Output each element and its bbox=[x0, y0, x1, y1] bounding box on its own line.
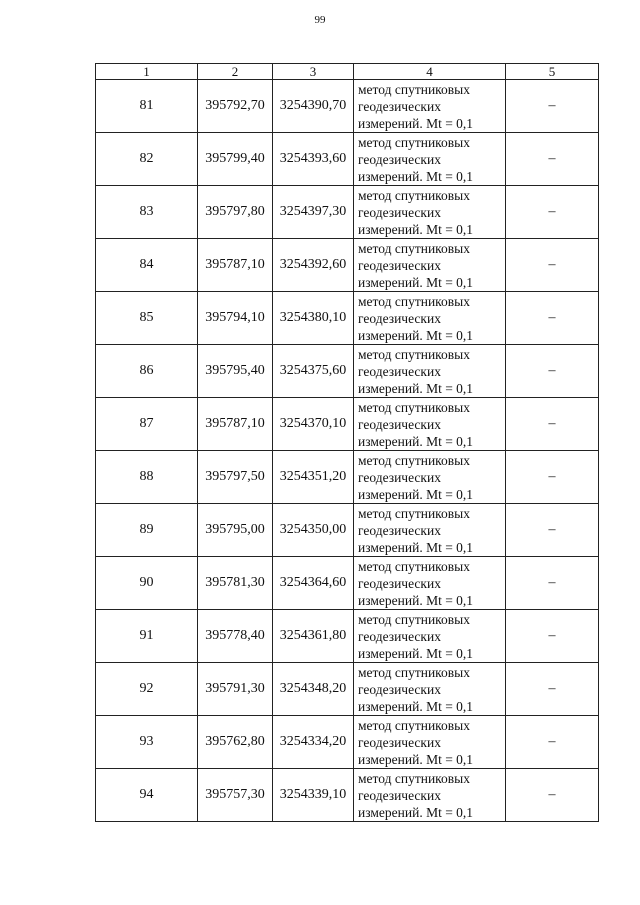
method-cell bbox=[354, 557, 506, 610]
column-header-4: 4 bbox=[354, 64, 506, 80]
table-row bbox=[96, 451, 599, 504]
method-line: измерений. Mt = 0,1 bbox=[358, 168, 474, 184]
note-cell: – bbox=[506, 769, 599, 822]
point-number-cell: 83 bbox=[96, 186, 198, 239]
method-line: метод спутниковых bbox=[358, 399, 470, 415]
method-line: измерений. Mt = 0,1 bbox=[358, 751, 474, 767]
method-line: измерений. Mt = 0,1 bbox=[358, 115, 474, 131]
y-coordinate-cell: 3254393,60 bbox=[273, 133, 354, 186]
point-number-cell: 89 bbox=[96, 504, 198, 557]
y-coordinate-cell: 3254364,60 bbox=[273, 557, 354, 610]
method-cell bbox=[354, 345, 506, 398]
table-row bbox=[96, 610, 599, 663]
method-line: геодезических bbox=[358, 575, 441, 591]
method-cell bbox=[354, 769, 506, 822]
y-coordinate-cell: 3254339,10 bbox=[273, 769, 354, 822]
note-cell: – bbox=[506, 504, 599, 557]
method-cell bbox=[354, 504, 506, 557]
method-line: метод спутниковых bbox=[358, 346, 470, 362]
method-line: измерений. Mt = 0,1 bbox=[358, 380, 474, 396]
method-line: метод спутниковых bbox=[358, 134, 470, 150]
point-number-cell: 92 bbox=[96, 663, 198, 716]
note-cell: – bbox=[506, 345, 599, 398]
x-coordinate-cell: 395787,10 bbox=[198, 239, 273, 292]
method-line: геодезических bbox=[358, 416, 441, 432]
point-number-cell: 88 bbox=[96, 451, 198, 504]
method-line: геодезических bbox=[358, 734, 441, 750]
method-line: метод спутниковых bbox=[358, 505, 470, 521]
method-line: метод спутниковых bbox=[358, 452, 470, 468]
point-number-cell: 84 bbox=[96, 239, 198, 292]
method-line: метод спутниковых bbox=[358, 187, 470, 203]
note-cell: – bbox=[506, 398, 599, 451]
method-cell bbox=[354, 292, 506, 345]
x-coordinate-cell: 395778,40 bbox=[198, 610, 273, 663]
note-cell: – bbox=[506, 610, 599, 663]
x-coordinate-cell: 395757,30 bbox=[198, 769, 273, 822]
method-line: измерений. Mt = 0,1 bbox=[358, 486, 474, 502]
column-header-5: 5 bbox=[506, 64, 599, 80]
y-coordinate-cell: 3254351,20 bbox=[273, 451, 354, 504]
coordinates-table bbox=[95, 63, 599, 822]
x-coordinate-cell: 395792,70 bbox=[198, 80, 273, 133]
method-line: измерений. Mt = 0,1 bbox=[358, 274, 474, 290]
method-line: геодезических bbox=[358, 681, 441, 697]
table-row bbox=[96, 292, 599, 345]
method-line: геодезических bbox=[358, 310, 441, 326]
table-row bbox=[96, 663, 599, 716]
point-number-cell: 93 bbox=[96, 716, 198, 769]
table-row bbox=[96, 133, 599, 186]
table-row bbox=[96, 80, 599, 133]
method-cell bbox=[354, 716, 506, 769]
method-line: измерений. Mt = 0,1 bbox=[358, 645, 474, 661]
method-line: измерений. Mt = 0,1 bbox=[358, 221, 474, 237]
method-line: измерений. Mt = 0,1 bbox=[358, 327, 474, 343]
point-number-cell: 91 bbox=[96, 610, 198, 663]
table-header-row bbox=[96, 64, 599, 80]
note-cell: – bbox=[506, 716, 599, 769]
y-coordinate-cell: 3254350,00 bbox=[273, 504, 354, 557]
note-cell: – bbox=[506, 80, 599, 133]
point-number-cell: 85 bbox=[96, 292, 198, 345]
table-row bbox=[96, 769, 599, 822]
method-line: метод спутниковых bbox=[358, 558, 470, 574]
point-number-cell: 90 bbox=[96, 557, 198, 610]
method-line: геодезических bbox=[358, 204, 441, 220]
table-row bbox=[96, 186, 599, 239]
column-header-3: 3 bbox=[273, 64, 354, 80]
x-coordinate-cell: 395795,40 bbox=[198, 345, 273, 398]
table-row bbox=[96, 504, 599, 557]
method-cell bbox=[354, 451, 506, 504]
method-cell bbox=[354, 239, 506, 292]
method-line: геодезических bbox=[358, 628, 441, 644]
point-number-cell: 94 bbox=[96, 769, 198, 822]
method-line: метод спутниковых bbox=[358, 293, 470, 309]
method-line: метод спутниковых bbox=[358, 611, 470, 627]
x-coordinate-cell: 395799,40 bbox=[198, 133, 273, 186]
point-number-cell: 86 bbox=[96, 345, 198, 398]
method-line: метод спутниковых bbox=[358, 240, 470, 256]
y-coordinate-cell: 3254370,10 bbox=[273, 398, 354, 451]
method-line: геодезических bbox=[358, 469, 441, 485]
note-cell: – bbox=[506, 292, 599, 345]
method-line: измерений. Mt = 0,1 bbox=[358, 539, 474, 555]
table-row bbox=[96, 557, 599, 610]
x-coordinate-cell: 395781,30 bbox=[198, 557, 273, 610]
method-line: метод спутниковых bbox=[358, 81, 470, 97]
method-line: измерений. Mt = 0,1 bbox=[358, 592, 474, 608]
x-coordinate-cell: 395791,30 bbox=[198, 663, 273, 716]
x-coordinate-cell: 395762,80 bbox=[198, 716, 273, 769]
method-cell bbox=[354, 610, 506, 663]
point-number-cell: 87 bbox=[96, 398, 198, 451]
table-row bbox=[96, 239, 599, 292]
method-line: геодезических bbox=[358, 98, 441, 114]
note-cell: – bbox=[506, 451, 599, 504]
method-line: геодезических bbox=[358, 257, 441, 273]
note-cell: – bbox=[506, 663, 599, 716]
y-coordinate-cell: 3254348,20 bbox=[273, 663, 354, 716]
y-coordinate-cell: 3254392,60 bbox=[273, 239, 354, 292]
method-line: геодезических bbox=[358, 151, 441, 167]
y-coordinate-cell: 3254380,10 bbox=[273, 292, 354, 345]
table-row bbox=[96, 345, 599, 398]
method-line: измерений. Mt = 0,1 bbox=[358, 698, 474, 714]
table-row bbox=[96, 398, 599, 451]
method-line: геодезических bbox=[358, 363, 441, 379]
x-coordinate-cell: 395795,00 bbox=[198, 504, 273, 557]
x-coordinate-cell: 395794,10 bbox=[198, 292, 273, 345]
point-number-cell: 81 bbox=[96, 80, 198, 133]
column-header-1: 1 bbox=[96, 64, 198, 80]
method-cell bbox=[354, 186, 506, 239]
x-coordinate-cell: 395787,10 bbox=[198, 398, 273, 451]
y-coordinate-cell: 3254397,30 bbox=[273, 186, 354, 239]
method-cell bbox=[354, 663, 506, 716]
method-cell bbox=[354, 80, 506, 133]
method-cell bbox=[354, 398, 506, 451]
method-line: измерений. Mt = 0,1 bbox=[358, 804, 474, 820]
x-coordinate-cell: 395797,50 bbox=[198, 451, 273, 504]
note-cell: – bbox=[506, 239, 599, 292]
note-cell: – bbox=[506, 133, 599, 186]
x-coordinate-cell: 395797,80 bbox=[198, 186, 273, 239]
y-coordinate-cell: 3254375,60 bbox=[273, 345, 354, 398]
y-coordinate-cell: 3254334,20 bbox=[273, 716, 354, 769]
method-line: геодезических bbox=[358, 787, 441, 803]
method-line: метод спутниковых bbox=[358, 770, 470, 786]
table-row bbox=[96, 716, 599, 769]
y-coordinate-cell: 3254361,80 bbox=[273, 610, 354, 663]
note-cell: – bbox=[506, 557, 599, 610]
point-number-cell: 82 bbox=[96, 133, 198, 186]
method-line: метод спутниковых bbox=[358, 664, 470, 680]
method-line: метод спутниковых bbox=[358, 717, 470, 733]
note-cell: – bbox=[506, 186, 599, 239]
y-coordinate-cell: 3254390,70 bbox=[273, 80, 354, 133]
method-line: измерений. Mt = 0,1 bbox=[358, 433, 474, 449]
column-header-2: 2 bbox=[198, 64, 273, 80]
method-line: геодезических bbox=[358, 522, 441, 538]
method-cell bbox=[354, 133, 506, 186]
page-number: 99 bbox=[314, 14, 326, 26]
